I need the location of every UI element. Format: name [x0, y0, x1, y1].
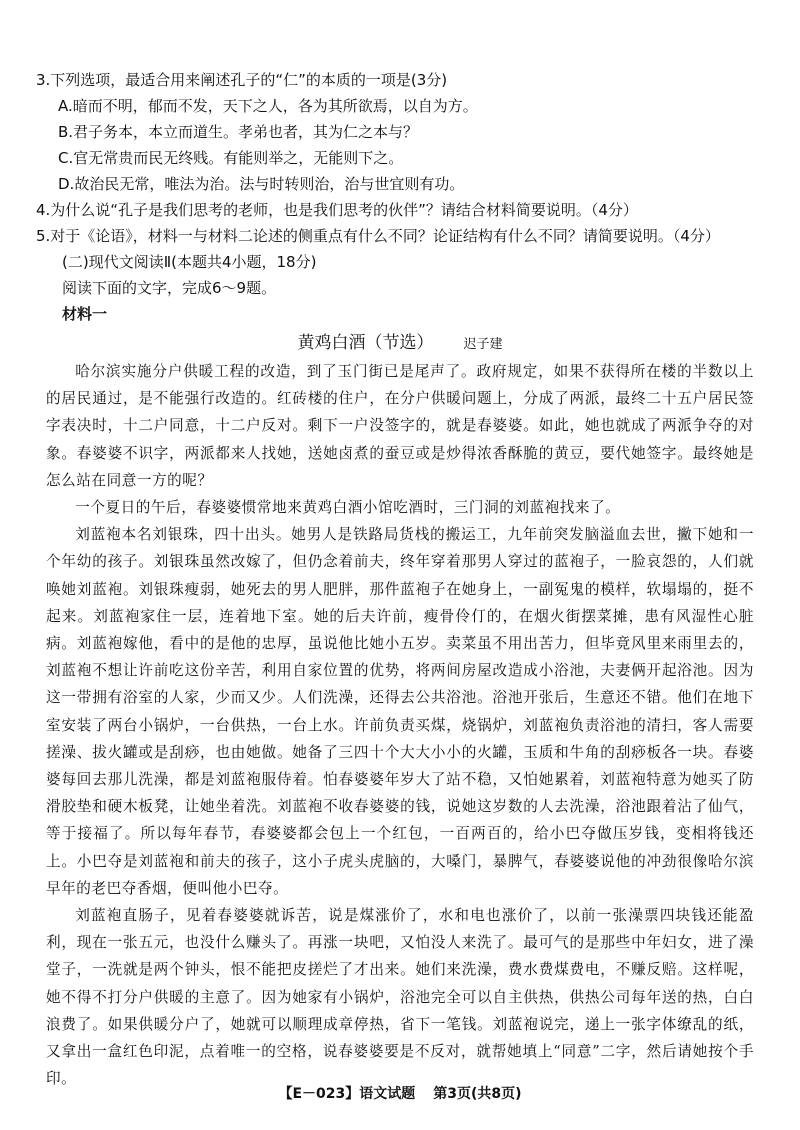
- article-paragraph: 刘蓝袍直肠子，见着春婆婆就诉苦，说是煤涨价了，水和电也涨价了，以前一张澡票四块钱还能盈利，现在一张五元，也没什么赚头了。再涨一块吧，又怕没人来洗了。最可气的是那些中年妇女，进了澡堂子，一洗就是两个钟头，恨不能把皮搓烂了才出来。她们来洗澡，费水费煤费电，不赚反赔。这样呢，她不得不打分户供暖的主意了。因为她家有小锅炉，浴池完全可以自主供热，供热公司每年送的热，白白浪费了。如果供暖分户了，她就可以顺理成章停热，省下一笔钱。刘蓝袍说完，递上一张字体缭乱的纸，又拿出一盒红色印泥，点着唯一的空格，说春婆婆要是不反对，就帮她填上“同意”二字，然后请她按个手印。: [46, 907, 754, 1088]
- section-heading: (二)现代文阅读Ⅱ(本题共4小题，18分): [62, 253, 317, 271]
- question-3-option-b: B.君子务本，本立而道生。孝弟也者，其为仁之本与？: [58, 123, 419, 141]
- question-3-stem: 3.下列选项，最适合用来阐述孔子的“仁”的本质的一项是(3分): [36, 71, 448, 89]
- question-3-option-c: C.官无常贵而民无终贱。有能则举之，无能则下之。: [58, 149, 404, 167]
- section-instruction: 阅读下面的文字，完成6～9题。: [62, 279, 277, 297]
- page-number: 第3页(共8页): [433, 1086, 522, 1102]
- article-paragraph: 哈尔滨实施分户供暖工程的改造，到了玉门街已是尾声了。政府规定，如果不获得所在楼的半数以上的居民通过，是不能强行改造的。红砖楼的住户，在分户供暖问题上，分成了两派，最终二十五户居民签字表决时，十二户同意，十二户反对。剩下一户没签字的，就是春婆婆。如此，她也就成了两派争夺的对象。春婆婆不识字，两派都来人找她，送她卤煮的蚕豆或是炒得浓香酥脆的黄豆，要代她签字。最终她是怎么站在同意一方的呢？: [46, 363, 754, 489]
- question-4: 4.为什么说“孔子是我们思考的老师，也是我们思考的伙伴”？请结合材料简要说明。（4分）: [36, 201, 638, 219]
- material-label: 材料一: [62, 305, 108, 323]
- article-title-line: [0, 332, 800, 356]
- article-title: 黄鸡白酒（节选）: [297, 333, 434, 353]
- question-5: 5.对于《论语》，材料一与材料二论述的侧重点有什么不同？论证结构有什么不同？请简要说明。（4分）: [36, 227, 720, 245]
- question-3-option-d: D.故治民无常，唯法为治。法与时转则治，治与世宜则有功。: [58, 175, 465, 193]
- article-paragraph: 一个夏日的午后，春婆婆惯常地来黄鸡白酒小馆吃酒时，三门洞的刘蓝袍找来了。: [75, 499, 621, 517]
- page-footer: [0, 1084, 800, 1104]
- question-3-option-a: A.暗而不明，郁而不发，天下之人，各为其所欲焉，以自为方。: [58, 97, 478, 115]
- article-body: [46, 358, 754, 1092]
- article-paragraph: 刘蓝袍本名刘银珠，四十出头。她男人是铁路局货栈的搬运工，九年前突发脑溢血去世，撇下她和一个年幼的孩子。刘银珠虽然改嫁了，但仍念着前夫，终年穿着那男人穿过的蓝袍子，一脸哀怨的，人们就唤她刘蓝袍。刘银珠瘦弱，她死去的男人肥胖，那件蓝袍子在她身上，一副冤鬼的模样，软塌塌的，挺不起来。刘蓝袍家住一层，连着地下室。她的后夫许前，瘦骨伶仃的，在烟火街摆菜摊，患有风湿性心脏病。刘蓝袍嫁他，看中的是他的忠厚，虽说他比她小五岁。卖菜虽不用出苦力，但毕竟风里来雨里去的，刘蓝袍不想让许前吃这份辛苦，利用自家位置的优势，将两间房屋改造成小浴池，夫妻俩开起浴池。因为这一带拥有浴室的人家，少而又少。人们洗澡，还得去公共浴池。浴池开张后，生意还不错。他们在地下室安装了两台小锅炉，一台供热，一台上水。许前负责买煤，烧锅炉，刘蓝袍负责浴池的清扫，客人需要搓澡、拔火罐或是刮痧，也由她做。她备了三四十个大大小小的火罐，玉质和牛角的刮痧板各一块。春婆婆每回去那儿洗澡，都是刘蓝袍服侍着。怕春婆婆年岁大了站不稳，又怕她累着，刘蓝袍特意为她买了防滑胶垫和硬木板凳，让她坐着洗。刘蓝袍不收春婆婆的钱，说她这岁数的人去洗澡，浴池跟着沾了仙气，等于接福了。所以每年春节，春婆婆都会包上一个红包，一百两百的，给小巴夺做压岁钱，变相将钱还上。小巴夺是刘蓝袍和前夫的孩子，这小子虎头虎脑的，大嗓门，暴脾气，春婆婆说他的冲劲很像哈尔滨早年的老巴夺香烟，便叫他小巴夺。: [46, 526, 754, 897]
- exam-code: 【E－023】语文试题: [278, 1086, 416, 1102]
- article-author: 迟子建: [463, 337, 503, 352]
